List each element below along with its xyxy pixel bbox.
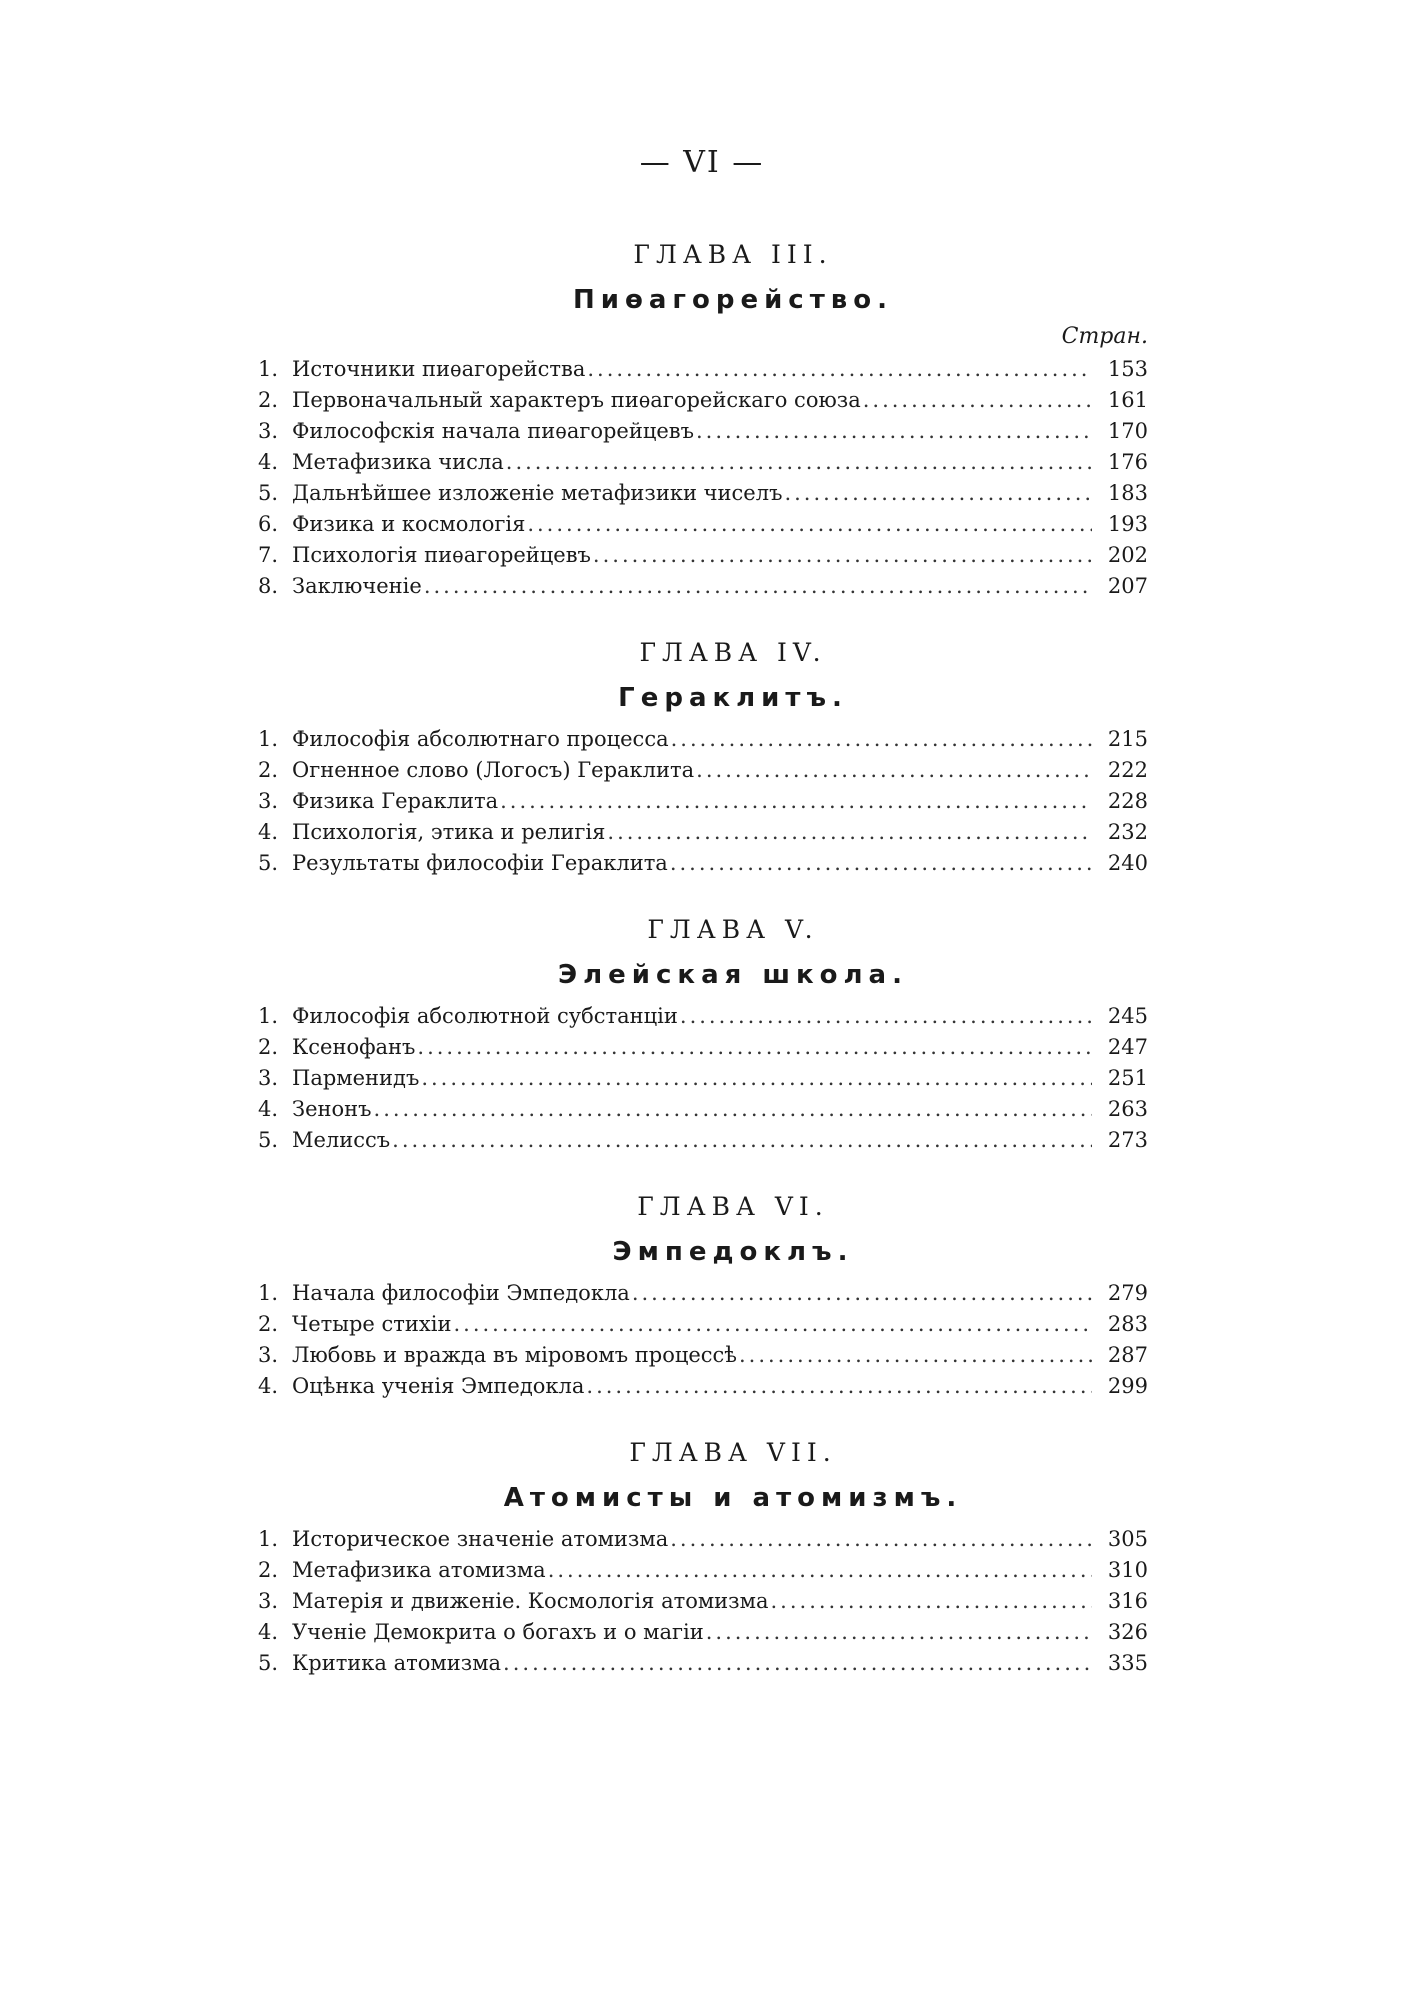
chapter-title: Гераклитъ.: [618, 683, 848, 713]
chapter-heading: ГЛАВА IV.: [639, 638, 827, 667]
page-number: — VI —: [639, 145, 765, 180]
dot-leader: [863, 385, 1092, 416]
toc-entry: [258, 1524, 1148, 1555]
entry-label: Начала философіи Эмпедокла: [292, 1281, 630, 1305]
entry-page: 228: [1107, 789, 1148, 813]
entry-number: 2.: [258, 758, 279, 782]
dot-leader: [392, 1125, 1092, 1156]
entry-number: 3.: [258, 419, 279, 443]
entry-label: Философія абсолютнаго процесса: [292, 727, 669, 751]
dot-leader: [607, 817, 1092, 848]
entry-label: Философскія начала пиѳагорейцевъ: [292, 419, 694, 443]
entry-number: 1.: [258, 1004, 279, 1028]
chapter-heading: ГЛАВА V.: [647, 915, 819, 944]
dot-leader: [374, 1094, 1092, 1125]
dot-leader: [680, 1001, 1092, 1032]
toc-entry: [258, 724, 1148, 755]
toc-entry: [258, 540, 1148, 571]
toc-entry: [258, 1340, 1148, 1371]
entry-page: 183: [1107, 481, 1148, 505]
entry-page: 251: [1107, 1066, 1148, 1090]
dot-leader: [671, 724, 1092, 755]
chapter-heading: ГЛАВА VII.: [629, 1438, 837, 1467]
chapter-title: Эмпедоклъ.: [612, 1237, 854, 1267]
dot-leader: [696, 755, 1092, 786]
toc-entry: [258, 1586, 1148, 1617]
entry-label: Психологія пиѳагорейцевъ: [292, 543, 591, 567]
entry-page: 202: [1107, 543, 1148, 567]
toc-entry: [258, 1617, 1148, 1648]
dot-leader: [739, 1340, 1092, 1371]
toc-entry: [258, 1125, 1148, 1156]
entry-number: 1.: [258, 727, 279, 751]
entry-label: Парменидъ: [292, 1066, 420, 1090]
entry-number: 3.: [258, 1343, 279, 1367]
toc-entry: [258, 817, 1148, 848]
chapter-6: [258, 1190, 1148, 1436]
entry-number: 4.: [258, 1374, 279, 1398]
dot-leader: [453, 1309, 1092, 1340]
entry-number: 4.: [258, 450, 279, 474]
toc-entry: [258, 1063, 1148, 1094]
entry-number: 2.: [258, 1035, 279, 1059]
chapter-heading: ГЛАВА VI.: [637, 1192, 829, 1221]
entry-number: 3.: [258, 789, 279, 813]
toc-entry: [258, 478, 1148, 509]
dot-leader: [506, 447, 1092, 478]
dot-leader: [417, 1032, 1092, 1063]
entry-label: Метафизика числа: [292, 450, 504, 474]
chapter-3: [258, 238, 1148, 636]
entry-label: Критика атомизма: [292, 1651, 502, 1675]
entry-number: 1.: [258, 1281, 279, 1305]
entry-number: 5.: [258, 1128, 279, 1152]
entry-label: Историческое значеніе атомизма: [292, 1527, 669, 1551]
entry-label: Источники пиѳагорейства: [292, 357, 586, 381]
table-of-contents: [258, 238, 1148, 1679]
entry-label: Четыре стихіи: [292, 1312, 452, 1336]
entry-page: 222: [1107, 758, 1148, 782]
entry-page: 161: [1107, 388, 1148, 412]
toc-entry: [258, 1278, 1148, 1309]
entry-number: 1.: [258, 1527, 279, 1551]
entry-number: 3.: [258, 1589, 279, 1613]
entry-page: 263: [1107, 1097, 1148, 1121]
entry-label: Любовь и вражда въ міровомъ процессѣ: [292, 1343, 737, 1367]
entry-label: Дальнѣйшее изложеніе метафизики чиселъ: [292, 481, 783, 505]
dot-leader: [670, 1524, 1092, 1555]
entry-label: Физика Гераклита: [292, 789, 499, 813]
entry-page: 310: [1107, 1558, 1148, 1582]
toc-entry: [258, 1371, 1148, 1402]
dot-leader: [771, 1586, 1093, 1617]
chapter-heading: ГЛАВА III.: [633, 240, 833, 269]
chapter-4: [258, 636, 1148, 913]
entry-label: Ксенофанъ: [292, 1035, 416, 1059]
toc-entry: [258, 1094, 1148, 1125]
entry-number: 7.: [258, 543, 279, 567]
entry-page: 305: [1107, 1527, 1148, 1551]
dot-leader: [593, 540, 1092, 571]
dot-leader: [421, 1063, 1092, 1094]
entry-page: 287: [1107, 1343, 1148, 1367]
dot-leader: [548, 1555, 1092, 1586]
entry-page: 247: [1107, 1035, 1148, 1059]
entry-page: 240: [1107, 851, 1148, 875]
toc-entry: [258, 416, 1148, 447]
entry-label: Психологія, этика и религія: [292, 820, 606, 844]
chapter-title: Пиѳагорейство.: [573, 285, 893, 315]
entry-page: 232: [1107, 820, 1148, 844]
dot-leader: [587, 354, 1092, 385]
entry-number: 6.: [258, 512, 279, 536]
entry-page: 170: [1107, 419, 1148, 443]
toc-entry: [258, 1648, 1148, 1679]
dot-leader: [500, 786, 1092, 817]
dot-leader: [586, 1371, 1092, 1402]
entry-label: Ученіе Демокрита о богахъ и о магіи: [292, 1620, 704, 1644]
entry-page: 279: [1107, 1281, 1148, 1305]
entry-number: 5.: [258, 481, 279, 505]
entry-number: 5.: [258, 1651, 279, 1675]
entry-number: 2.: [258, 388, 279, 412]
toc-entry: [258, 755, 1148, 786]
entry-page: 326: [1107, 1620, 1148, 1644]
entry-number: 8.: [258, 574, 279, 598]
dot-leader: [706, 1617, 1092, 1648]
entry-label: Матерія и движеніе. Космологія атомизма: [292, 1589, 769, 1613]
entry-number: 3.: [258, 1066, 279, 1090]
dot-leader: [503, 1648, 1092, 1679]
dot-leader: [632, 1278, 1092, 1309]
entry-page: 316: [1107, 1589, 1148, 1613]
entry-page: 283: [1107, 1312, 1148, 1336]
chapter-title: Элейская школа.: [558, 960, 908, 990]
entry-page: 193: [1107, 512, 1148, 536]
toc-entry: [258, 447, 1148, 478]
entry-page: 215: [1107, 727, 1148, 751]
chapter-5: [258, 913, 1148, 1190]
entry-label: Мелиссъ: [292, 1128, 391, 1152]
entry-number: 2.: [258, 1312, 279, 1336]
toc-entry: [258, 354, 1148, 385]
dot-leader: [696, 416, 1092, 447]
entry-label: Заключеніе: [292, 574, 422, 598]
chapter-title: Атомисты и атомизмъ.: [503, 1483, 963, 1513]
toc-entry: [258, 1555, 1148, 1586]
toc-entry: [258, 509, 1148, 540]
entry-page: 299: [1107, 1374, 1148, 1398]
chapter-7: [258, 1436, 1148, 1679]
entry-label: Результаты философіи Гераклита: [292, 851, 668, 875]
entry-label: Зенонъ: [292, 1097, 372, 1121]
toc-entry: [258, 1032, 1148, 1063]
entry-number: 4.: [258, 1097, 279, 1121]
entry-number: 1.: [258, 357, 279, 381]
dot-leader: [527, 509, 1092, 540]
entry-label: Философія абсолютной субстанціи: [292, 1004, 678, 1028]
dot-leader: [784, 478, 1092, 509]
entry-number: 4.: [258, 820, 279, 844]
entry-label: Оцѣнка ученія Эмпедокла: [292, 1374, 585, 1398]
entry-number: 5.: [258, 851, 279, 875]
entry-number: 4.: [258, 1620, 279, 1644]
entry-page: 273: [1107, 1128, 1148, 1152]
entry-label: Первоначальный характеръ пиѳагорейскаго союза: [292, 388, 861, 412]
entry-page: 153: [1107, 357, 1148, 381]
entry-page: 335: [1107, 1651, 1148, 1675]
dot-leader: [670, 848, 1092, 879]
entry-number: 2.: [258, 1558, 279, 1582]
entry-label: Метафизика атомизма: [292, 1558, 546, 1582]
toc-entry: [258, 571, 1148, 602]
entry-page: 176: [1107, 450, 1148, 474]
toc-entry: [258, 385, 1148, 416]
toc-entry: [258, 1001, 1148, 1032]
toc-entry: [258, 786, 1148, 817]
toc-entry: [258, 848, 1148, 879]
entry-label: Физика и космологія: [292, 512, 526, 536]
entry-page: 245: [1107, 1004, 1148, 1028]
entry-page: 207: [1107, 574, 1148, 598]
entry-label: Огненное слово (Логосъ) Гераклита: [292, 758, 695, 782]
dot-leader: [424, 571, 1092, 602]
toc-entry: [258, 1309, 1148, 1340]
page-column-header: Стран.: [1061, 324, 1148, 349]
